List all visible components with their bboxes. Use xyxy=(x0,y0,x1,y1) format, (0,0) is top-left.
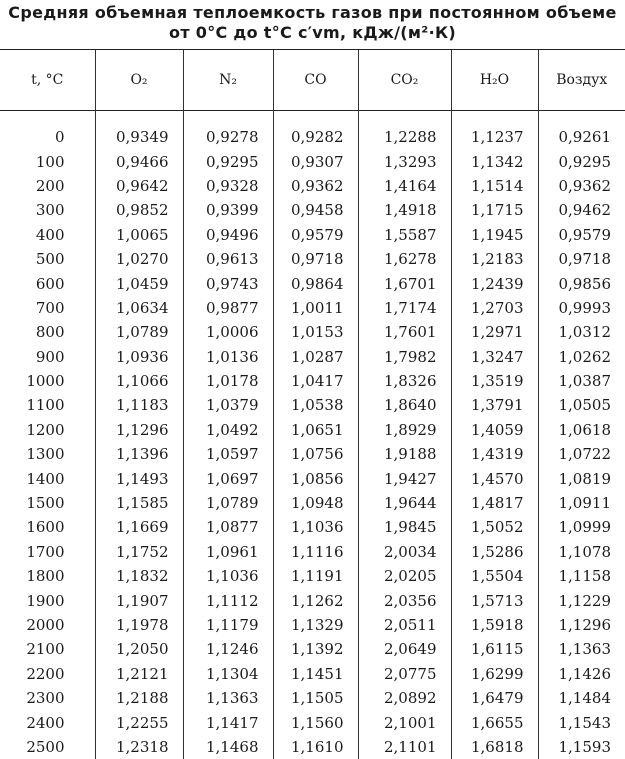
value-cell: 2,0356 xyxy=(358,588,451,612)
table-row xyxy=(0,393,625,417)
value-cell: 1,8640 xyxy=(358,393,451,417)
value-cell: 0,9295 xyxy=(538,149,625,173)
value-cell: 1,7601 xyxy=(358,320,451,344)
value-cell: 1,1484 xyxy=(538,686,625,710)
value-cell: 1,2050 xyxy=(95,637,183,661)
value-cell: 1,0722 xyxy=(538,442,625,466)
value-cell: 1,1451 xyxy=(273,662,358,686)
value-cell: 0,9282 xyxy=(273,111,358,150)
value-cell: 1,1593 xyxy=(538,735,625,759)
value-cell: 1,1237 xyxy=(451,111,538,150)
column-header-temperature: t, °C xyxy=(0,50,95,111)
value-cell: 0,9362 xyxy=(538,174,625,198)
value-cell: 1,4570 xyxy=(451,466,538,490)
value-cell: 0,9743 xyxy=(183,271,273,295)
table-row xyxy=(0,369,625,393)
value-cell: 1,0961 xyxy=(183,540,273,564)
value-cell: 1,4164 xyxy=(358,174,451,198)
temperature-cell: 1300 xyxy=(0,442,95,466)
value-cell: 1,0011 xyxy=(273,296,358,320)
value-cell: 0,9642 xyxy=(95,174,183,198)
value-cell: 1,9644 xyxy=(358,491,451,515)
table-row xyxy=(0,613,625,637)
value-cell: 1,4319 xyxy=(451,442,538,466)
temperature-cell: 2100 xyxy=(0,637,95,661)
value-cell: 1,1036 xyxy=(273,515,358,539)
title-line-2: от 0°C до t°C c′vm, кДж/(м²·К) xyxy=(0,23,625,43)
value-cell: 1,1158 xyxy=(538,564,625,588)
value-cell: 1,1585 xyxy=(95,491,183,515)
value-cell: 1,1363 xyxy=(183,686,273,710)
value-cell: 2,0205 xyxy=(358,564,451,588)
temperature-cell: 1100 xyxy=(0,393,95,417)
value-cell: 1,0505 xyxy=(538,393,625,417)
value-cell: 1,0856 xyxy=(273,466,358,490)
value-cell: 0,9856 xyxy=(538,271,625,295)
value-cell: 1,2121 xyxy=(95,662,183,686)
title-line-1: Средняя объемная теплоемкость газов при постоянном объеме xyxy=(0,3,625,23)
value-cell: 1,3791 xyxy=(451,393,538,417)
temperature-cell: 1500 xyxy=(0,491,95,515)
value-cell: 1,0006 xyxy=(183,320,273,344)
value-cell: 1,1396 xyxy=(95,442,183,466)
value-cell: 1,9427 xyxy=(358,466,451,490)
temperature-cell: 2000 xyxy=(0,613,95,637)
temperature-cell: 500 xyxy=(0,247,95,271)
value-cell: 1,1246 xyxy=(183,637,273,661)
value-cell: 1,1036 xyxy=(183,564,273,588)
value-cell: 1,0936 xyxy=(95,345,183,369)
value-cell: 1,2183 xyxy=(451,247,538,271)
value-cell: 1,0756 xyxy=(273,442,358,466)
table-row xyxy=(0,271,625,295)
value-cell: 1,0789 xyxy=(95,320,183,344)
value-cell: 1,1066 xyxy=(95,369,183,393)
value-cell: 1,1191 xyxy=(273,564,358,588)
temperature-cell: 2200 xyxy=(0,662,95,686)
value-cell: 0,9579 xyxy=(538,223,625,247)
value-cell: 1,6701 xyxy=(358,271,451,295)
value-cell: 1,1342 xyxy=(451,149,538,173)
value-cell: 1,1560 xyxy=(273,710,358,734)
value-cell: 1,0697 xyxy=(183,466,273,490)
table-row xyxy=(0,735,625,759)
value-cell: 1,0459 xyxy=(95,271,183,295)
value-cell: 1,1183 xyxy=(95,393,183,417)
temperature-cell: 1900 xyxy=(0,588,95,612)
value-cell: 0,9399 xyxy=(183,198,273,222)
value-cell: 1,0911 xyxy=(538,491,625,515)
column-header-co2: CO₂ xyxy=(358,50,451,111)
value-cell: 0,9307 xyxy=(273,149,358,173)
temperature-cell: 400 xyxy=(0,223,95,247)
table-row xyxy=(0,418,625,442)
value-cell: 1,8929 xyxy=(358,418,451,442)
value-cell: 1,0618 xyxy=(538,418,625,442)
temperature-cell: 1200 xyxy=(0,418,95,442)
value-cell: 1,1505 xyxy=(273,686,358,710)
value-cell: 0,9458 xyxy=(273,198,358,222)
value-cell: 2,0649 xyxy=(358,637,451,661)
value-cell: 1,5286 xyxy=(451,540,538,564)
value-cell: 1,1296 xyxy=(95,418,183,442)
table-row xyxy=(0,637,625,661)
value-cell: 1,2318 xyxy=(95,735,183,759)
value-cell: 0,9362 xyxy=(273,174,358,198)
value-cell: 2,0775 xyxy=(358,662,451,686)
value-cell: 1,1493 xyxy=(95,466,183,490)
table-row xyxy=(0,442,625,466)
value-cell: 1,0651 xyxy=(273,418,358,442)
value-cell: 1,5504 xyxy=(451,564,538,588)
value-cell: 0,9295 xyxy=(183,149,273,173)
value-cell: 1,6479 xyxy=(451,686,538,710)
value-cell: 1,1978 xyxy=(95,613,183,637)
value-cell: 0,9579 xyxy=(273,223,358,247)
value-cell: 1,1669 xyxy=(95,515,183,539)
table-row xyxy=(0,466,625,490)
value-cell: 1,0634 xyxy=(95,296,183,320)
value-cell: 1,7174 xyxy=(358,296,451,320)
value-cell: 1,7982 xyxy=(358,345,451,369)
value-cell: 1,0948 xyxy=(273,491,358,515)
value-cell: 0,9993 xyxy=(538,296,625,320)
value-cell: 1,1179 xyxy=(183,613,273,637)
value-cell: 1,0379 xyxy=(183,393,273,417)
value-cell: 1,1426 xyxy=(538,662,625,686)
table-row xyxy=(0,491,625,515)
header-row xyxy=(0,50,625,111)
value-cell: 1,1417 xyxy=(183,710,273,734)
temperature-cell: 1700 xyxy=(0,540,95,564)
temperature-cell: 1800 xyxy=(0,564,95,588)
value-cell: 1,6655 xyxy=(451,710,538,734)
value-cell: 0,9466 xyxy=(95,149,183,173)
table-row xyxy=(0,710,625,734)
value-cell: 1,0136 xyxy=(183,345,273,369)
value-cell: 1,5052 xyxy=(451,515,538,539)
temperature-cell: 600 xyxy=(0,271,95,295)
value-cell: 2,0511 xyxy=(358,613,451,637)
value-cell: 1,1262 xyxy=(273,588,358,612)
value-cell: 1,1078 xyxy=(538,540,625,564)
value-cell: 0,9718 xyxy=(538,247,625,271)
value-cell: 0,9864 xyxy=(273,271,358,295)
value-cell: 1,1907 xyxy=(95,588,183,612)
column-header-o2: O₂ xyxy=(95,50,183,111)
value-cell: 1,0153 xyxy=(273,320,358,344)
value-cell: 1,0287 xyxy=(273,345,358,369)
value-cell: 1,6278 xyxy=(358,247,451,271)
value-cell: 1,8326 xyxy=(358,369,451,393)
value-cell: 1,1752 xyxy=(95,540,183,564)
table-title xyxy=(0,0,625,43)
value-cell: 0,9278 xyxy=(183,111,273,150)
value-cell: 1,0597 xyxy=(183,442,273,466)
value-cell: 1,1116 xyxy=(273,540,358,564)
value-cell: 1,0538 xyxy=(273,393,358,417)
column-header-co: CO xyxy=(273,50,358,111)
value-cell: 1,4817 xyxy=(451,491,538,515)
value-cell: 0,9496 xyxy=(183,223,273,247)
value-cell: 1,1468 xyxy=(183,735,273,759)
table-row xyxy=(0,223,625,247)
value-cell: 1,2703 xyxy=(451,296,538,320)
value-cell: 1,1392 xyxy=(273,637,358,661)
table-row xyxy=(0,149,625,173)
table-row xyxy=(0,686,625,710)
temperature-cell: 1000 xyxy=(0,369,95,393)
temperature-cell: 800 xyxy=(0,320,95,344)
value-cell: 1,1832 xyxy=(95,564,183,588)
table-row xyxy=(0,296,625,320)
temperature-cell: 900 xyxy=(0,345,95,369)
heat-capacity-table xyxy=(0,50,625,759)
value-cell: 1,1945 xyxy=(451,223,538,247)
value-cell: 1,0999 xyxy=(538,515,625,539)
value-cell: 1,4059 xyxy=(451,418,538,442)
table-row xyxy=(0,320,625,344)
value-cell: 1,1610 xyxy=(273,735,358,759)
value-cell: 0,9877 xyxy=(183,296,273,320)
value-cell: 1,9188 xyxy=(358,442,451,466)
temperature-cell: 700 xyxy=(0,296,95,320)
value-cell: 1,3247 xyxy=(451,345,538,369)
value-cell: 1,1543 xyxy=(538,710,625,734)
value-cell: 1,4918 xyxy=(358,198,451,222)
temperature-cell: 0 xyxy=(0,111,95,150)
value-cell: 0,9349 xyxy=(95,111,183,150)
temperature-cell: 300 xyxy=(0,198,95,222)
column-header-air: Воздух xyxy=(538,50,625,111)
table-row xyxy=(0,564,625,588)
value-cell: 1,2288 xyxy=(358,111,451,150)
value-cell: 1,5587 xyxy=(358,223,451,247)
temperature-cell: 200 xyxy=(0,174,95,198)
value-cell: 0,9852 xyxy=(95,198,183,222)
temperature-cell: 2400 xyxy=(0,710,95,734)
value-cell: 1,1329 xyxy=(273,613,358,637)
value-cell: 1,0178 xyxy=(183,369,273,393)
value-cell: 1,0065 xyxy=(95,223,183,247)
value-cell: 0,9613 xyxy=(183,247,273,271)
column-header-h2o: H₂O xyxy=(451,50,538,111)
value-cell: 0,9718 xyxy=(273,247,358,271)
value-cell: 1,6818 xyxy=(451,735,538,759)
table-body xyxy=(0,111,625,759)
table-row xyxy=(0,540,625,564)
temperature-cell: 2500 xyxy=(0,735,95,759)
value-cell: 1,2188 xyxy=(95,686,183,710)
table-row xyxy=(0,515,625,539)
value-cell: 1,0877 xyxy=(183,515,273,539)
value-cell: 1,1112 xyxy=(183,588,273,612)
value-cell: 1,1296 xyxy=(538,613,625,637)
value-cell: 1,3293 xyxy=(358,149,451,173)
value-cell: 2,1101 xyxy=(358,735,451,759)
value-cell: 1,1514 xyxy=(451,174,538,198)
temperature-cell: 1400 xyxy=(0,466,95,490)
value-cell: 0,9328 xyxy=(183,174,273,198)
value-cell: 1,6115 xyxy=(451,637,538,661)
value-cell: 1,5713 xyxy=(451,588,538,612)
value-cell: 0,9261 xyxy=(538,111,625,150)
value-cell: 2,1001 xyxy=(358,710,451,734)
value-cell: 1,1363 xyxy=(538,637,625,661)
value-cell: 1,0417 xyxy=(273,369,358,393)
value-cell: 1,1229 xyxy=(538,588,625,612)
value-cell: 1,1715 xyxy=(451,198,538,222)
value-cell: 1,6299 xyxy=(451,662,538,686)
table-row xyxy=(0,588,625,612)
value-cell: 1,2439 xyxy=(451,271,538,295)
value-cell: 2,0892 xyxy=(358,686,451,710)
value-cell: 2,0034 xyxy=(358,540,451,564)
value-cell: 1,5918 xyxy=(451,613,538,637)
column-header-n2: N₂ xyxy=(183,50,273,111)
temperature-cell: 2300 xyxy=(0,686,95,710)
value-cell: 1,9845 xyxy=(358,515,451,539)
value-cell: 1,0387 xyxy=(538,369,625,393)
table-row xyxy=(0,662,625,686)
temperature-cell: 1600 xyxy=(0,515,95,539)
value-cell: 1,0819 xyxy=(538,466,625,490)
table-row xyxy=(0,345,625,369)
value-cell: 1,0270 xyxy=(95,247,183,271)
table-row xyxy=(0,198,625,222)
value-cell: 1,0492 xyxy=(183,418,273,442)
value-cell: 0,9462 xyxy=(538,198,625,222)
value-cell: 1,0312 xyxy=(538,320,625,344)
table-row xyxy=(0,111,625,150)
value-cell: 1,2971 xyxy=(451,320,538,344)
table-row xyxy=(0,174,625,198)
value-cell: 1,1304 xyxy=(183,662,273,686)
value-cell: 1,0262 xyxy=(538,345,625,369)
value-cell: 1,2255 xyxy=(95,710,183,734)
value-cell: 1,0789 xyxy=(183,491,273,515)
table-row xyxy=(0,247,625,271)
value-cell: 1,3519 xyxy=(451,369,538,393)
temperature-cell: 100 xyxy=(0,149,95,173)
